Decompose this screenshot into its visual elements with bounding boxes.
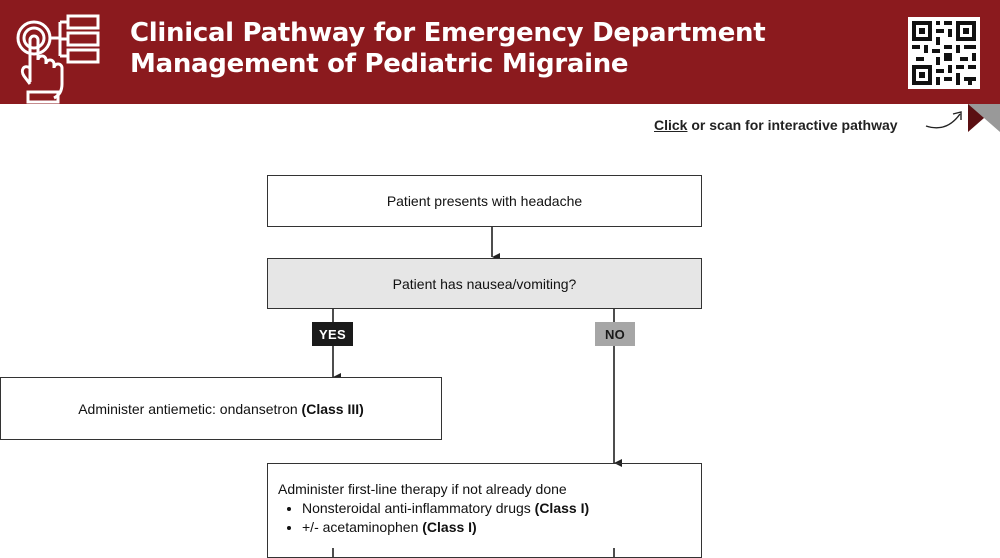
- scan-instruction: or scan for interactive pathway: [691, 117, 898, 133]
- title-line-2: Management of Pediatric Migraine: [130, 49, 629, 79]
- start-box-text: Patient presents with headache: [386, 193, 583, 209]
- first-line-item-class: (Class I): [422, 519, 477, 535]
- list-item: [302, 518, 701, 537]
- decision-box-text: Patient has nausea/vomiting?: [392, 275, 577, 292]
- first-line-title: Administer first-line therapy if not already done: [278, 481, 567, 497]
- first-line-therapy-box[interactable]: [267, 463, 702, 558]
- decision-box[interactable]: [267, 258, 702, 309]
- first-line-item-class: (Class I): [534, 500, 590, 516]
- antiemetic-text: Administer antiemetic: ondansetron: [78, 400, 298, 417]
- no-label: NO: [595, 322, 635, 346]
- first-line-item-text: Nonsteroidal anti-inflammatory drugs: [302, 500, 531, 516]
- start-box[interactable]: [267, 175, 702, 227]
- antiemetic-class: (Class III): [301, 400, 364, 417]
- click-link[interactable]: Click: [654, 117, 688, 133]
- first-line-list: [278, 499, 701, 537]
- yes-label: YES: [312, 322, 353, 346]
- list-item: [302, 499, 701, 518]
- title-line-1: Clinical Pathway for Emergency Department: [130, 18, 766, 48]
- first-line-item-text: +/- acetaminophen: [302, 519, 419, 535]
- antiemetic-box[interactable]: [0, 377, 442, 440]
